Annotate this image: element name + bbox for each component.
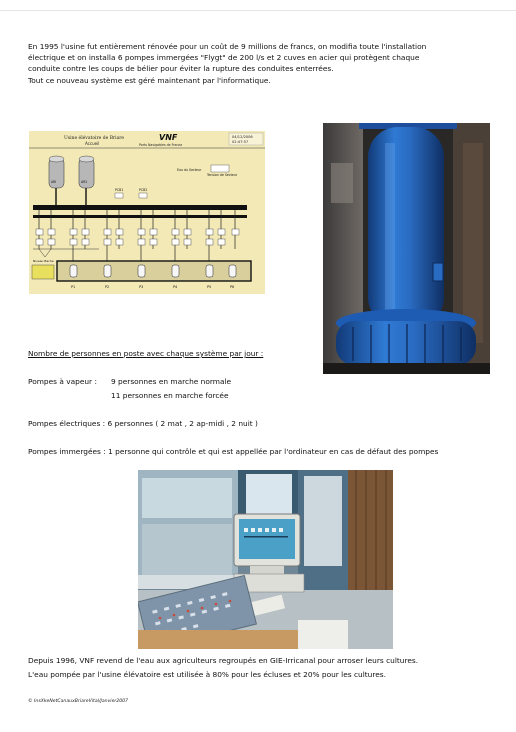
well-label: Niveau Bache (33, 259, 54, 263)
diagram-subtitle: Accueil (85, 141, 100, 146)
pcb-label: PCB2 (139, 188, 148, 192)
intro-line: Tout ce nouveau système est géré maintenant par l'informatique. (28, 75, 271, 85)
steam-pumps-label: Pompes à vapeur : (28, 377, 97, 386)
tank-label: ARI (51, 180, 57, 184)
pump-label: P3 (139, 285, 144, 289)
steam-pumps-normal: 9 personnes en marche normale (111, 377, 232, 386)
diagram-date: 04/12/2006 (232, 135, 253, 139)
submersible-pumps-staff: Pompes immergées : 1 personne qui contrôle et qui est appellée par l'ordinateur en cas de défaut des pompes (28, 447, 439, 456)
pump-control-diagram (29, 131, 265, 294)
control-room-photo (138, 470, 393, 649)
closing-line-1: Depuis 1996, VNF revend de l'eau aux agriculteurs regroupés en GIE-Irricanal pour arroser leurs cultures. (28, 656, 419, 665)
intro-paragraph (28, 41, 426, 86)
staff-heading: Nombre de personnes en poste avec chaque système par jour : (28, 349, 264, 358)
pump-label: P5 (207, 285, 212, 289)
sector-label: Eau du Secteur (177, 168, 202, 172)
intro-line: conduite contre les coups de bélier pour éviter la rupture des conduites enterrées. (28, 64, 334, 74)
diagram-brand-sub: Ports Navigables de France (139, 143, 183, 147)
footer-copyright: © InsXkeNetCanauxBriareVital/Janvier2007 (28, 699, 128, 704)
closing-line-2: L'eau pompée par l'usine élévatoire est utilisée à 80% pour les écluses et 20% pour les cultures. (28, 670, 386, 679)
steam-pumps-forced: 11 personnes en marche forcée (111, 391, 229, 400)
control-room-drawing (138, 470, 393, 649)
pump-label: P1 (71, 285, 76, 289)
pcb-label: PCB1 (115, 188, 124, 192)
pump-label: P6 (230, 285, 235, 289)
diagram-drawing (29, 131, 265, 294)
diagram-title: Usine élévatoire de Briare (64, 136, 125, 141)
intro-line: électrique et on installa 6 pompes immergées "Flygt" de 200 l/s et 2 cuves en acier qui protègent chaque (28, 53, 420, 63)
page-top-rule (0, 10, 516, 11)
sector-label: Tension de Secteur (207, 173, 238, 177)
electric-pumps-staff: Pompes électriques : 6 personnes ( 2 mat , 2 ap-midi , 2 nuit ) (28, 419, 258, 428)
diagram-time: 02:47:57 (232, 140, 249, 144)
diagram-brand: VNF (159, 133, 178, 142)
tank-label: AR2 (81, 180, 88, 184)
pump-label: P2 (105, 285, 110, 289)
intro-line: En 1995 l'usine fut entièrement rénovée pour un coût de 9 millions de francs, on modifia toute l'installation (28, 42, 427, 51)
pump-label: P4 (173, 285, 178, 289)
pump-photo (323, 123, 490, 374)
pump-photo-drawing (323, 123, 490, 374)
